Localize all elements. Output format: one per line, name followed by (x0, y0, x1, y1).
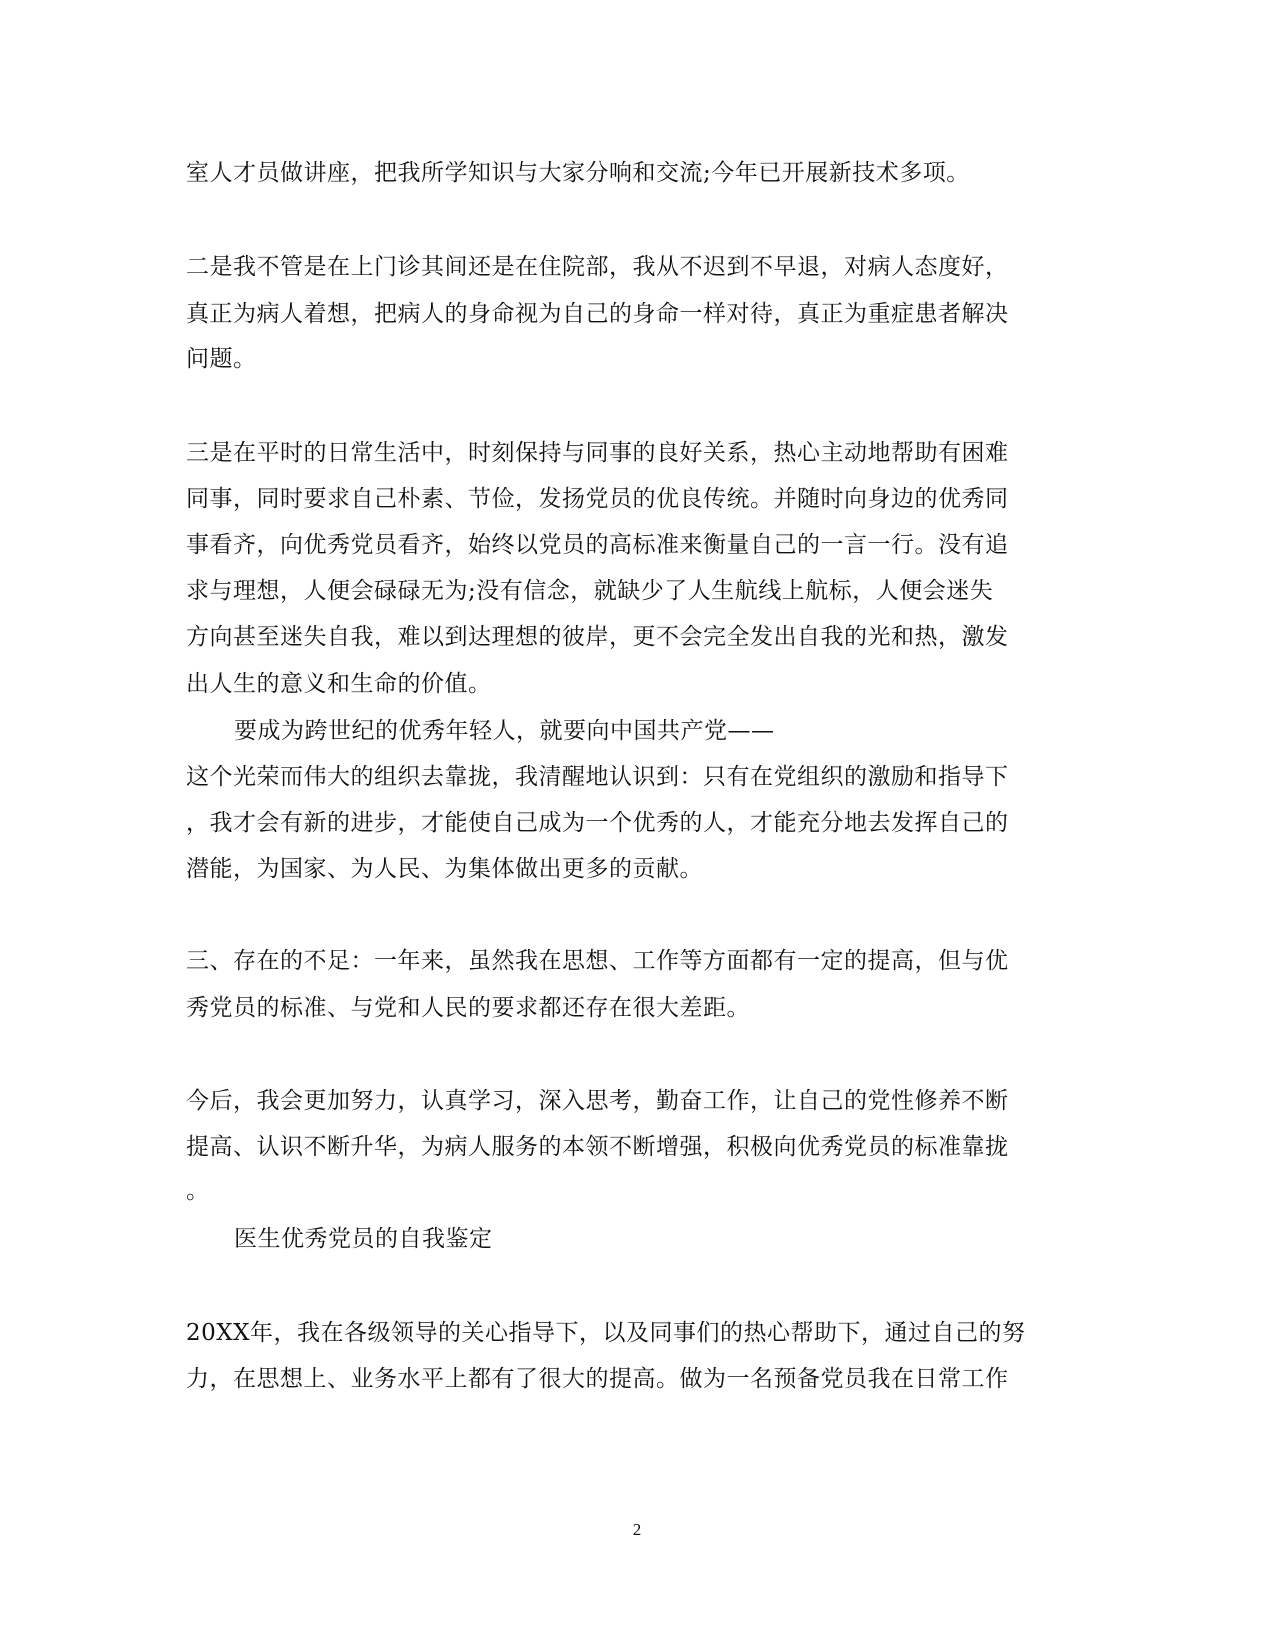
text-line: 力，在思想上、业务水平上都有了很大的提高。做为一名预备党员我在日常工作 (186, 1366, 1009, 1392)
text-line: 室人才员做讲座，把我所学知识与大家分响和交流;今年已开展新技术多项。 (186, 160, 970, 186)
text-line: 同事，同时要求自己朴素、节俭，发扬党员的优良传统。并随时向身边的优秀同 (186, 486, 1009, 512)
text-line: 潜能，为国家、为人民、为集体做出更多的贡献。 (186, 856, 703, 882)
text-line: 事看齐，向优秀党员看齐，始终以党员的高标准来衡量自己的一言一行。没有追 (186, 532, 1009, 558)
text-line: 问题。 (186, 346, 257, 372)
text-line: 求与理想，人便会碌碌无为;没有信念，就缺少了人生航线上航标，人便会迷失 (186, 578, 994, 604)
text-line: 方向甚至迷失自我，难以到达理想的彼岸，更不会完全发出自我的光和热，激发 (186, 624, 1009, 650)
text-line: 出人生的意义和生命的价值。 (186, 671, 492, 697)
text-line-indented: 要成为跨世纪的优秀年轻人，就要向中国共产党—— (234, 718, 775, 744)
text-line: 20XX年，我在各级领导的关心指导下，以及同事们的热心帮助下，通过自己的努 (186, 1320, 1026, 1346)
text-line: 这个光荣而伟大的组织去靠拢，我清醒地认识到：只有在党组织的激励和指导下 (186, 764, 1009, 790)
page-number: 2 (632, 1520, 642, 1539)
section-title: 医生优秀党员的自我鉴定 (234, 1226, 493, 1252)
text-line: 真正为病人着想，把病人的身命视为自己的身命一样对待，真正为重症患者解决 (186, 301, 1009, 327)
text-line: 二是我不管是在上门诊其间还是在住院部，我从不迟到不早退，对病人态度好， (186, 254, 1009, 280)
text-line: 三是在平时的日常生活中，时刻保持与同事的良好关系，热心主动地帮助有困难 (186, 440, 1009, 466)
text-line: 提高、认识不断升华，为病人服务的本领不断增强，积极向优秀党员的标准靠拢 (186, 1134, 1009, 1160)
text-line: ，我才会有新的进步，才能使自己成为一个优秀的人，才能充分地去发挥自己的 (186, 810, 1009, 836)
text-line: 秀党员的标准、与党和人民的要求都还存在很大差距。 (186, 995, 750, 1021)
text-line: 三、存在的不足：一年来，虽然我在思想、工作等方面都有一定的提高，但与优 (186, 948, 1009, 974)
text-line: 今后，我会更加努力，认真学习，深入思考，勤奋工作，让自己的党性修养不断 (186, 1088, 1009, 1114)
text-line: 。 (186, 1178, 210, 1204)
